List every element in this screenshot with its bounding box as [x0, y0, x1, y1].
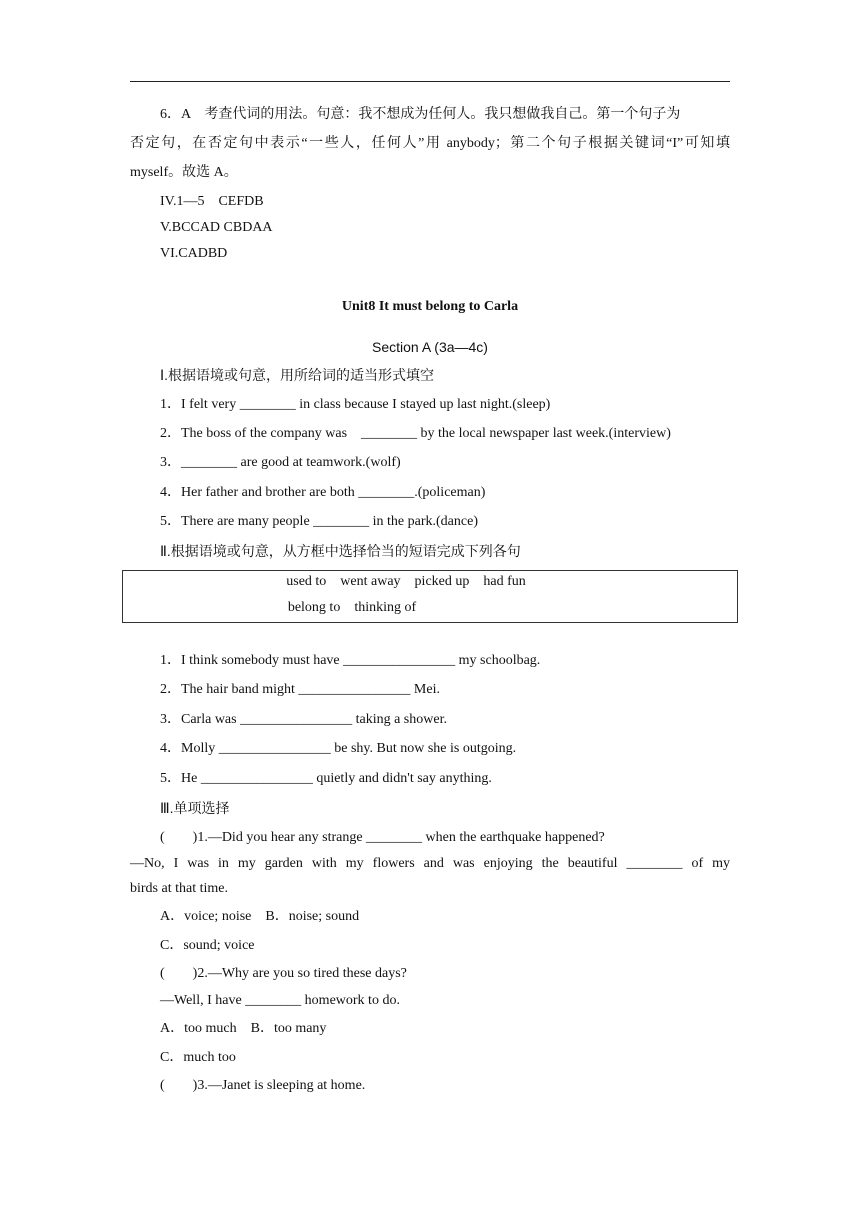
part2-item-4: 4．Molly ________________ be shy. But now she is outgoing.	[160, 741, 517, 756]
section-title: Section A (3a—4c)	[372, 339, 488, 355]
header-rule	[130, 81, 730, 82]
part2-item-1: 1．I think somebody must have ________________ my schoolbag.	[160, 653, 541, 668]
unit-title: Unit8 It must belong to Carla	[341, 299, 519, 314]
answer-q6-line2: 否定句，在否定句中表示“一些人，任何人”用 anybody；第二个句子根据关键词“I”可知填	[130, 136, 730, 151]
part3-q1: ( )1.—Did you hear any strange ________ when the earthquake happened?	[160, 830, 605, 845]
part3-q3: ( )3.—Janet is sleeping at home.	[160, 1078, 366, 1093]
part2-item-2: 2．The hair band might ________________ Mei.	[160, 682, 440, 697]
part2-item-3: 3．Carla was ________________ taking a shower.	[160, 712, 447, 727]
answer-iv: IV.1—5 CEFDB	[160, 194, 264, 209]
part3-q1-reply-line1: —No, I was in my garden with my flowers and was enjoying the beautiful ________ of my	[130, 856, 730, 871]
answer-q6-line3: myself。故选 A。	[130, 165, 238, 180]
part3-q1-option-c: C．sound; voice	[160, 938, 255, 953]
part3-q2: ( )2.—Why are you so tired these days?	[160, 966, 407, 981]
phrase-box-row2: belong to thinking of	[287, 600, 417, 615]
answer-v: V.BCCAD CBDAA	[160, 220, 273, 235]
part3-q1-reply-line2: birds at that time.	[130, 881, 228, 896]
part2-heading: Ⅱ.根据语境或句意，从方框中选择恰当的短语完成下列各句	[160, 543, 521, 559]
part3-q1-options-ab: A．voice; noise B．noise; sound	[160, 909, 360, 924]
phrase-box-row1: used to went away picked up had fun	[286, 574, 526, 589]
part1-item-3: 3．________ are good at teamwork.(wolf)	[160, 455, 401, 470]
part1-item-4: 4．Her father and brother are both ________.(policeman)	[160, 485, 486, 500]
part1-item-2: 2．The boss of the company was ________ by the local newspaper last week.(interview)	[160, 426, 671, 441]
part3-q2-option-c: C．much too	[160, 1050, 236, 1065]
part3-q2-options-ab: A．too much B．too many	[160, 1021, 327, 1036]
part1-item-5: 5．There are many people ________ in the park.(dance)	[160, 514, 478, 529]
answer-q6-line1: 6．A 考查代词的用法。句意：我不想成为任何人。我只想做我自己。第一个句子为	[160, 107, 681, 122]
answer-vi: VI.CADBD	[160, 246, 228, 261]
part2-item-5: 5．He ________________ quietly and didn't say anything.	[160, 771, 492, 786]
part1-item-1: 1．I felt very ________ in class because I stayed up last night.(sleep)	[160, 397, 551, 412]
phrase-box	[122, 570, 738, 623]
part1-heading: Ⅰ.根据语境或句意，用所给词的适当形式填空	[160, 367, 435, 383]
part3-q2-reply: —Well, I have ________ homework to do.	[160, 993, 400, 1008]
part3-heading: Ⅲ.单项选择	[160, 800, 230, 816]
